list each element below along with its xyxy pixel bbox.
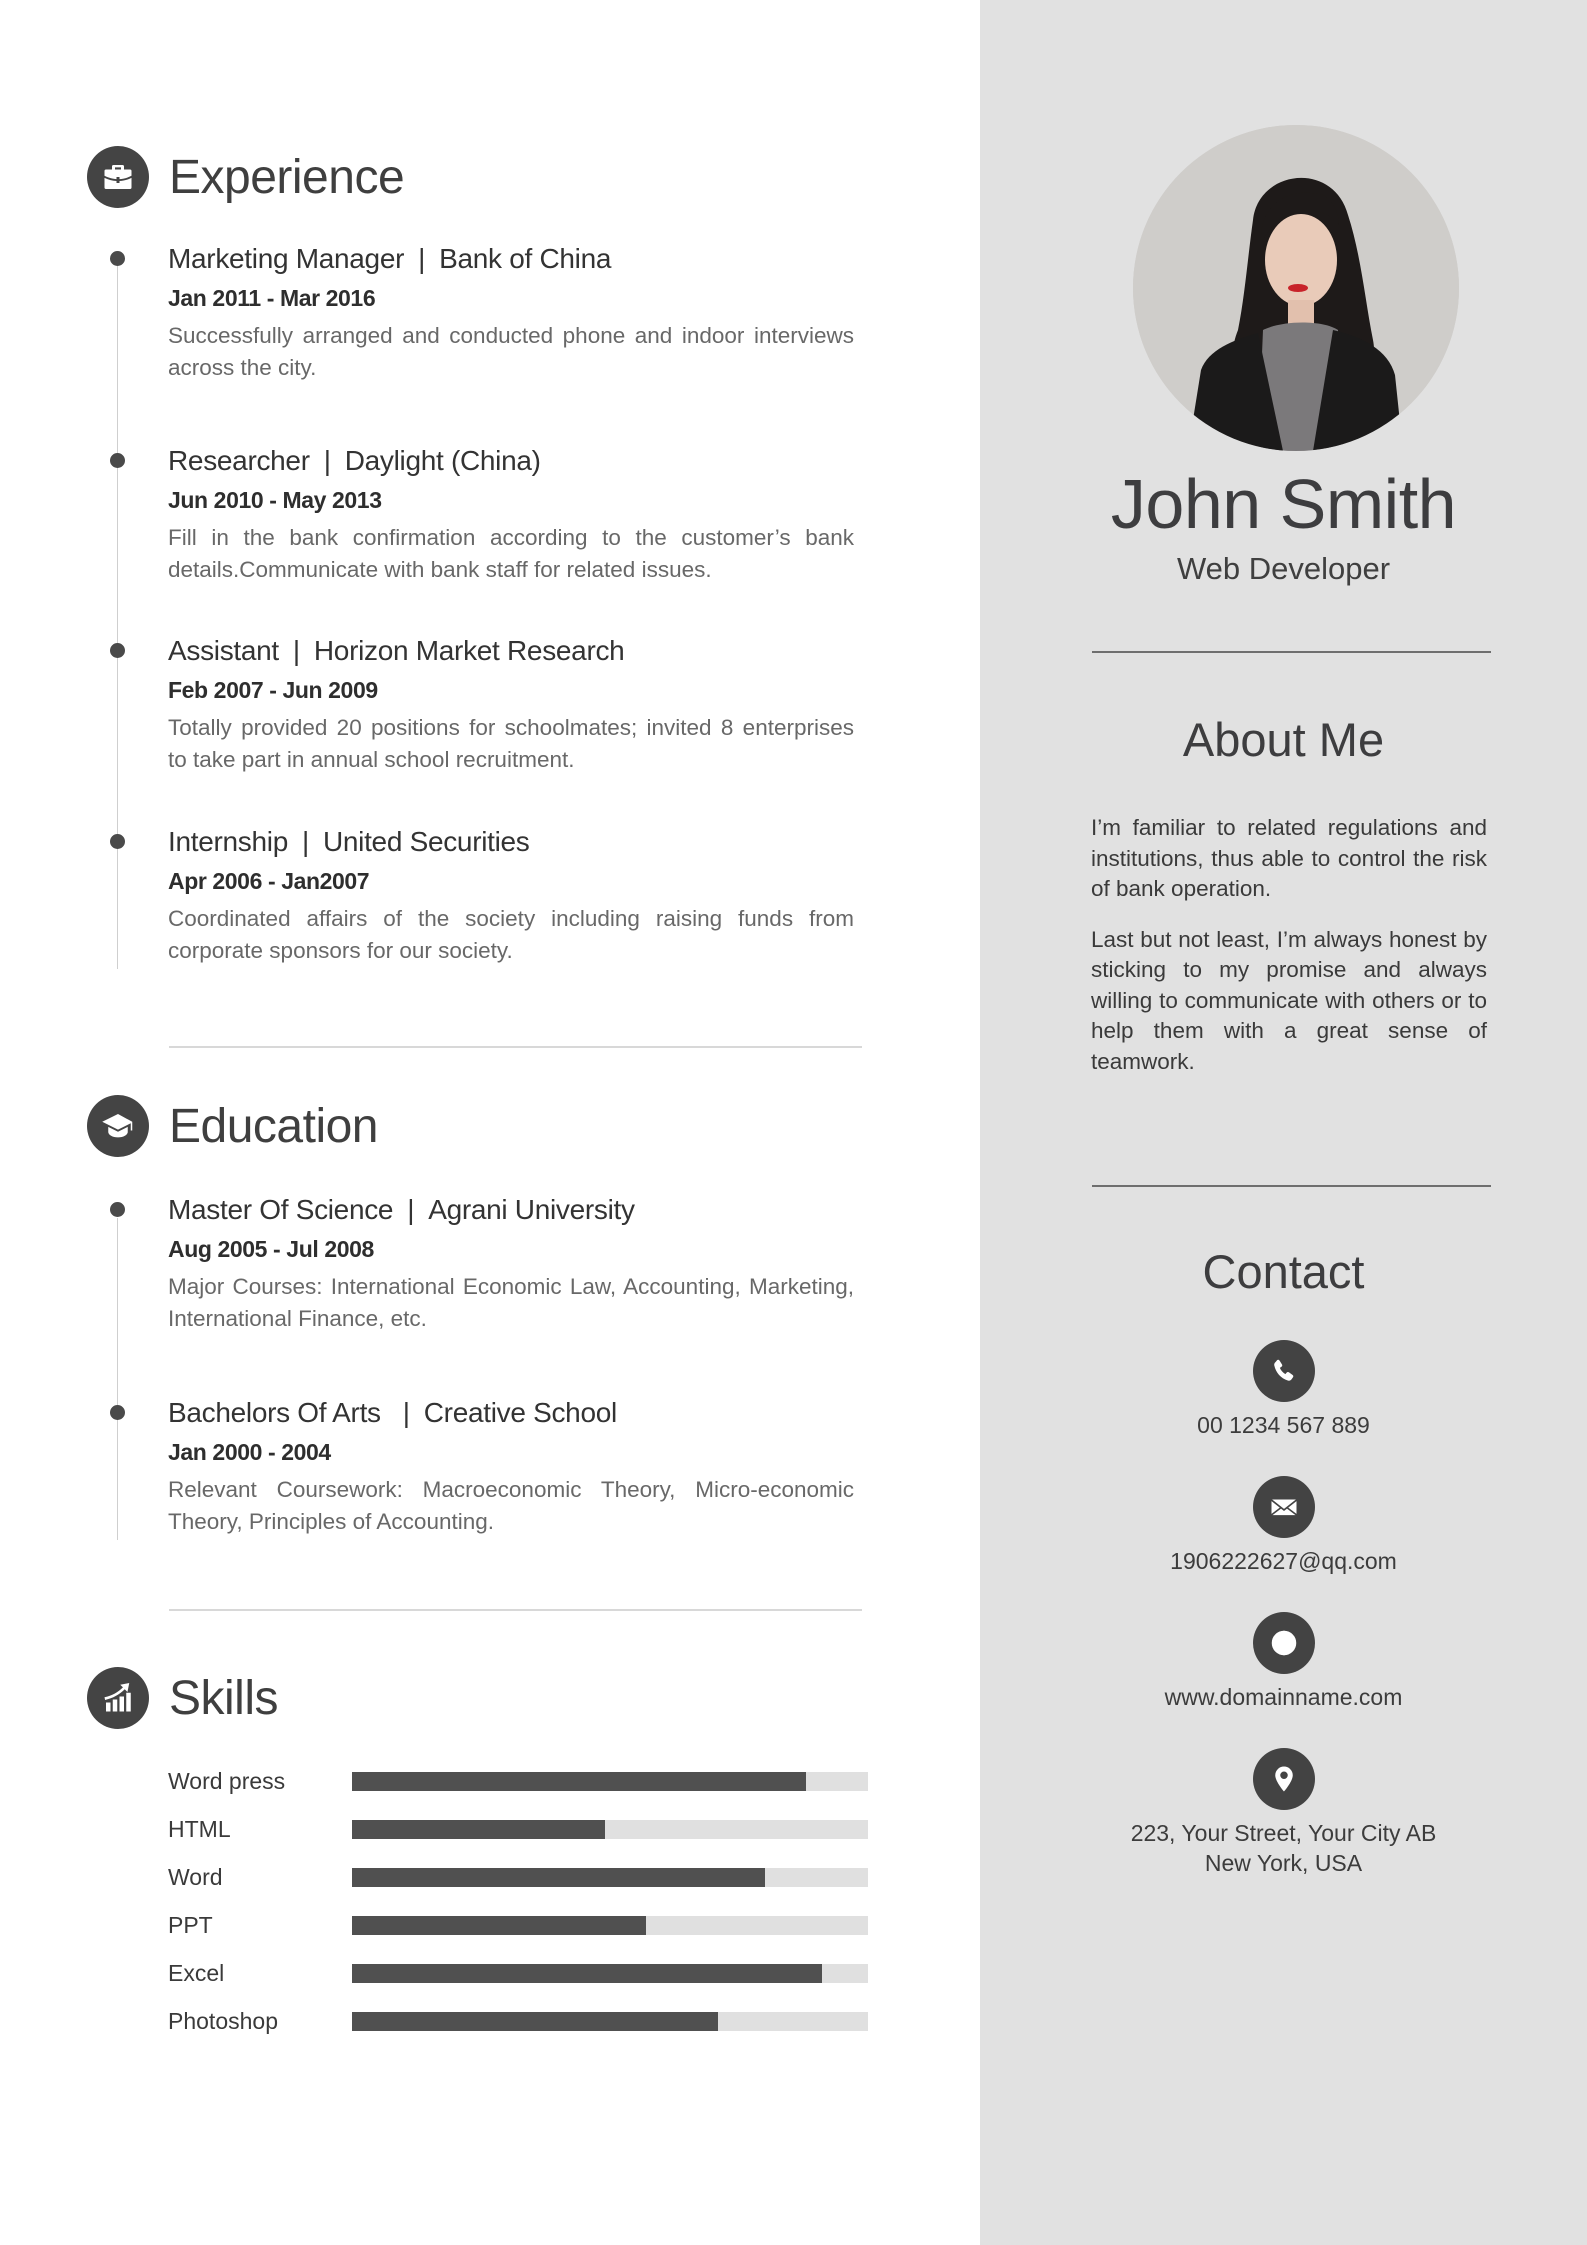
organization: Daylight (China) xyxy=(344,445,541,476)
timeline-dot xyxy=(110,251,125,266)
globe-icon xyxy=(1253,1612,1315,1674)
job-title: Assistant xyxy=(168,635,279,666)
skill-label: Excel xyxy=(168,1960,225,1986)
sidebar-divider xyxy=(1092,1185,1491,1187)
skills-heading: Skills xyxy=(169,1671,279,1725)
entry-title xyxy=(168,825,854,859)
section-divider xyxy=(169,1609,862,1611)
skill-bar xyxy=(352,1772,868,1791)
experience-timeline xyxy=(117,266,118,969)
contact-email xyxy=(980,1476,1587,1576)
address-line-1: 223, Your Street, Your City AB xyxy=(1130,1820,1437,1846)
experience-entry xyxy=(168,634,854,776)
phone-icon xyxy=(1253,1340,1315,1402)
location-pin-icon xyxy=(1253,1748,1315,1810)
contact-phone xyxy=(980,1340,1587,1440)
separator: | xyxy=(292,635,300,666)
separator: | xyxy=(407,1194,415,1225)
skill-bar xyxy=(352,1964,868,1983)
skill-row xyxy=(168,1862,868,1892)
organization: United Securities xyxy=(322,826,530,857)
skill-bar xyxy=(352,2012,868,2031)
entry-title xyxy=(168,634,854,668)
contact-address xyxy=(980,1748,1587,1878)
section-divider xyxy=(169,1046,862,1048)
skill-bar-fill xyxy=(352,1964,822,1983)
entry-description: Relevant Coursework: Macroeconomic Theory, Micro-economic Theory, Principles of Accounting. xyxy=(168,1477,854,1534)
timeline-dot xyxy=(110,834,125,849)
organization: Bank of China xyxy=(439,243,612,274)
degree: Master Of Science xyxy=(168,1194,394,1225)
education-heading: Education xyxy=(169,1099,378,1153)
address-line-2: New York, USA xyxy=(1204,1850,1363,1876)
growth-chart-icon xyxy=(87,1667,149,1729)
separator: | xyxy=(301,826,309,857)
experience-header xyxy=(87,146,404,208)
entry-dates: Apr 2006 - Jan2007 xyxy=(168,868,370,894)
entry-dates: Jan 2000 - 2004 xyxy=(168,1439,331,1465)
entry-title xyxy=(168,1396,854,1430)
skill-row xyxy=(168,1766,868,1796)
education-entry xyxy=(168,1396,854,1538)
skills-header xyxy=(87,1667,278,1729)
timeline-dot xyxy=(110,643,125,658)
timeline-dot xyxy=(110,1405,125,1420)
degree: Bachelors Of Arts xyxy=(168,1397,381,1428)
skill-row xyxy=(168,1910,868,1940)
graduation-cap-icon xyxy=(87,1095,149,1157)
entry-description: Coordinated affairs of the society including raising funds from corporate sponsors for our society. xyxy=(168,906,854,963)
education-entry xyxy=(168,1193,854,1335)
entry-dates: Jun 2010 - May 2013 xyxy=(168,487,382,513)
entry-dates: Feb 2007 - Jun 2009 xyxy=(168,677,378,703)
skill-bar xyxy=(352,1820,868,1839)
profile-name: John Smith xyxy=(1110,465,1457,543)
entry-description: Totally provided 20 positions for schoolmates; invited 8 enterprises to take part in annual school recruitment. xyxy=(168,715,854,772)
skill-label: Word press xyxy=(168,1768,286,1794)
experience-heading: Experience xyxy=(169,150,405,204)
experience-entry xyxy=(168,444,854,586)
skill-label: Word xyxy=(168,1864,223,1890)
entry-description: Major Courses: International Economic Law, Accounting, Marketing, International Finance, etc. xyxy=(168,1274,854,1331)
separator: | xyxy=(418,243,426,274)
skill-bar-fill xyxy=(352,1820,605,1839)
experience-entry xyxy=(168,242,854,384)
education-timeline xyxy=(117,1218,118,1540)
about-paragraph: I’m familiar to related regulations and institutions, thus able to control the risk of bank operation. xyxy=(1091,815,1487,901)
entry-description: Successfully arranged and conducted phone and indoor interviews across the city. xyxy=(168,323,854,380)
separator: | xyxy=(402,1397,410,1428)
entry-title xyxy=(168,444,854,478)
sidebar-divider xyxy=(1092,651,1491,653)
experience-entry xyxy=(168,825,854,967)
timeline-dot xyxy=(110,453,125,468)
skill-bar xyxy=(352,1868,868,1887)
profile-photo xyxy=(1133,125,1459,451)
skill-bar-fill xyxy=(352,1772,806,1791)
skill-label: PPT xyxy=(168,1912,213,1938)
job-title: Internship xyxy=(168,826,288,857)
skill-bar xyxy=(352,1916,868,1935)
skill-bar-fill xyxy=(352,2012,718,2031)
skill-row xyxy=(168,2006,868,2036)
email-address[interactable]: 1906222627@qq.com xyxy=(1170,1548,1397,1574)
about-paragraph: Last but not least, I’m always honest by sticking to my promise and always willing to communicate with others or to help them with a great sense of teamwork. xyxy=(1091,926,1487,1074)
envelope-icon xyxy=(1253,1476,1315,1538)
job-title: Researcher xyxy=(168,445,310,476)
entry-description: Fill in the bank confirmation according to the customer’s bank details.Communicate with bank staff for related issues. xyxy=(168,525,854,582)
website-url[interactable]: www.domainname.com xyxy=(1164,1684,1403,1710)
skill-bar-fill xyxy=(352,1868,765,1887)
briefcase-icon xyxy=(87,146,149,208)
phone-number: 00 1234 567 889 xyxy=(1197,1412,1370,1438)
about-text xyxy=(1091,813,1487,1077)
education-header xyxy=(87,1095,378,1157)
skill-label: Photoshop xyxy=(168,2008,278,2034)
skill-label: HTML xyxy=(168,1816,231,1842)
skill-bar-fill xyxy=(352,1916,646,1935)
profile-role: Web Developer xyxy=(1176,551,1391,586)
entry-dates: Jan 2011 - Mar 2016 xyxy=(168,285,376,311)
timeline-dot xyxy=(110,1202,125,1217)
organization: Horizon Market Research xyxy=(313,635,625,666)
skill-row xyxy=(168,1958,868,1988)
about-heading: About Me xyxy=(1182,713,1385,766)
entry-dates: Aug 2005 - Jul 2008 xyxy=(168,1236,374,1262)
entry-title xyxy=(168,242,854,276)
institution: Agrani University xyxy=(428,1194,635,1225)
separator: | xyxy=(323,445,331,476)
contact-website xyxy=(980,1612,1587,1712)
skill-row xyxy=(168,1814,868,1844)
job-title: Marketing Manager xyxy=(168,243,405,274)
contact-heading: Contact xyxy=(1202,1245,1365,1298)
entry-title xyxy=(168,1193,854,1227)
institution: Creative School xyxy=(423,1397,617,1428)
